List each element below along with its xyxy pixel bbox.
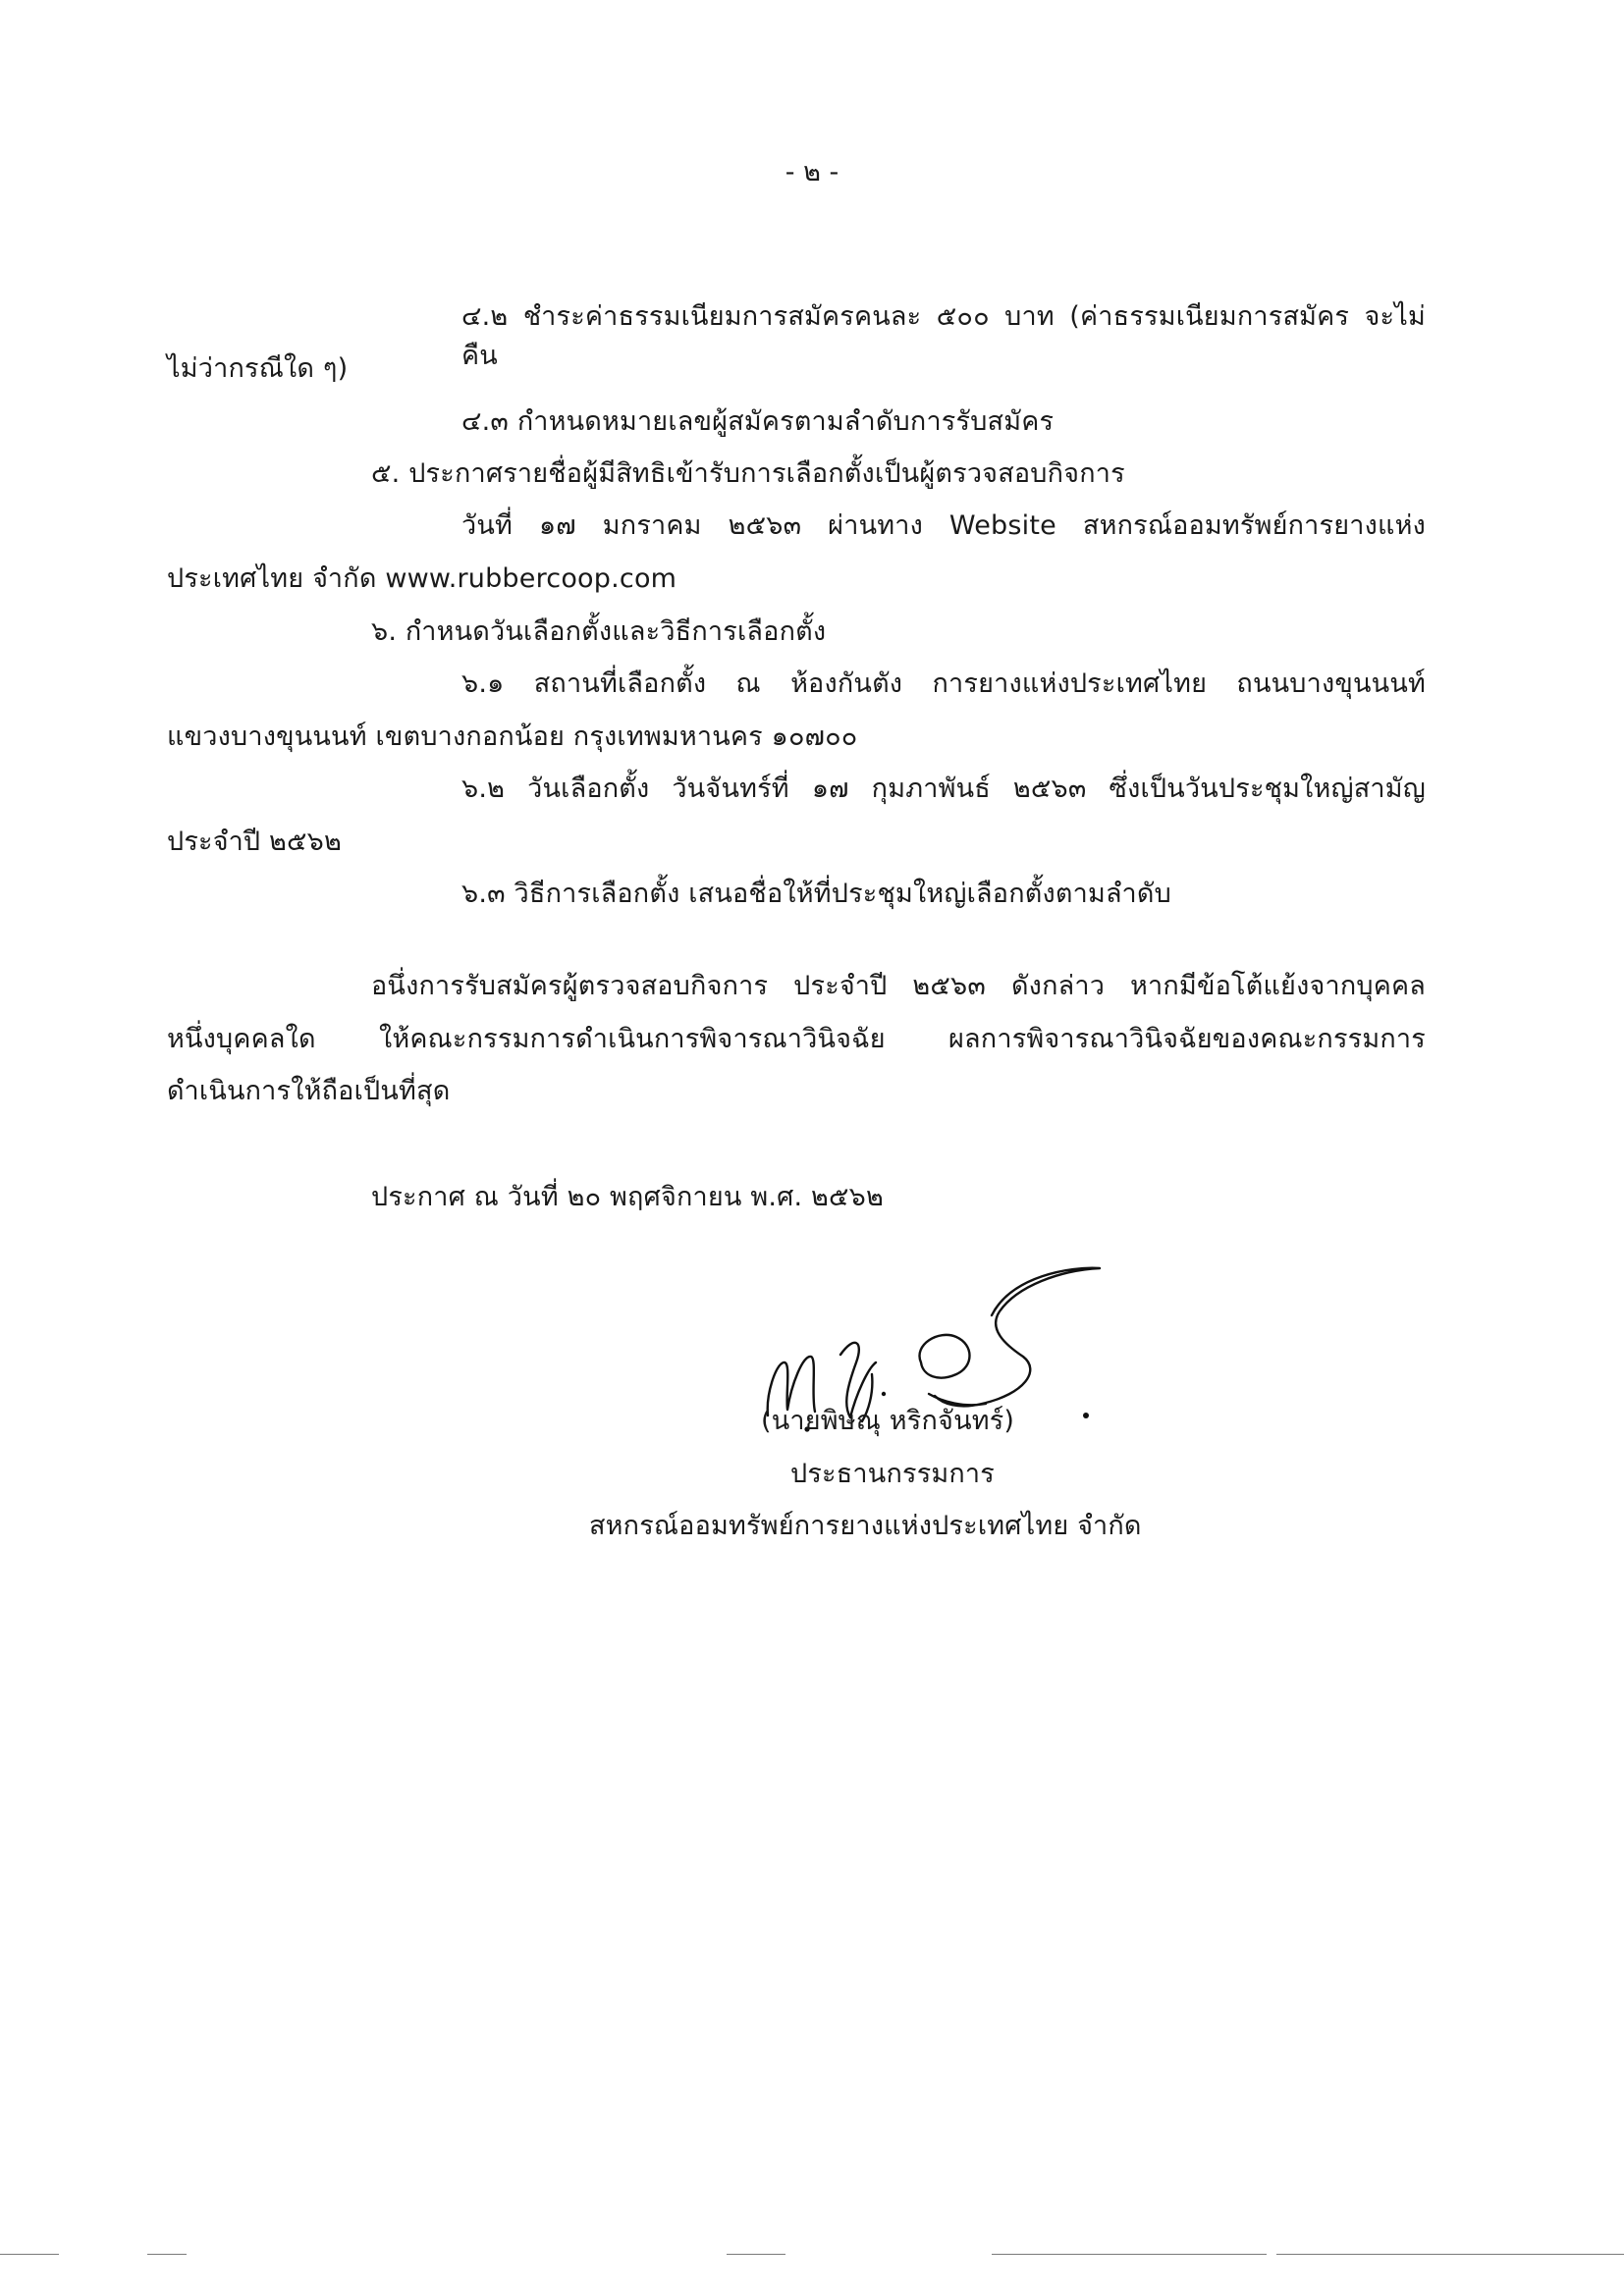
signatory-name: (นายพิษณุ หริกจันทร์) (761, 1406, 1015, 1436)
closing-line-2: หนึ่งบุคคลใด ให้คณะกรรมการดำเนินการพิจารณาวินิจฉัย ผลการพิจารณาวินิจฉัยของคณะกรรมการ (167, 1024, 1426, 1054)
scan-artifact (147, 2254, 187, 2255)
signatory-position: ประธานกรรมการ (790, 1459, 996, 1489)
item-6-1-line-1: ๖.๑ สถานที่เลือกตั้ง ณ ห้องกันตัง การยางแห่งประเทศไทย ถนนบางขุนนนท์ (461, 668, 1426, 699)
page-number: - ๒ - (785, 157, 839, 187)
item-5-heading: ๕. ประกาศรายชื่อผู้มีสิทธิเข้ารับการเลือกตั้งเป็นผู้ตรวจสอบกิจการ (371, 458, 1125, 489)
scan-artifact (0, 2254, 59, 2255)
item-6-2-line-1: ๖.๒ วันเลือกตั้ง วันจันทร์ที่ ๑๗ กุมภาพันธ์ ๒๕๖๓ ซึ่งเป็นวันประชุมใหญ่สามัญ (461, 774, 1426, 804)
scan-artifact (1276, 2254, 1624, 2255)
closing-line-1: อนึ่งการรับสมัครผู้ตรวจสอบกิจการ ประจำปี ๒๕๖๓ ดังกล่าว หากมีข้อโต้แย้งจากบุคคล (371, 971, 1426, 1001)
closing-line-3: ดำเนินการให้ถือเป็นที่สุด (167, 1076, 451, 1106)
item-6-2-line-2: ประจำปี ๒๕๖๒ (167, 827, 343, 857)
scan-artifact (727, 2254, 785, 2255)
announcement-date: ประกาศ ณ วันที่ ๒๐ พฤศจิกายน พ.ศ. ๒๕๖๒ (371, 1182, 884, 1212)
item-5-line-2: ประเทศไทย จำกัด www.rubbercoop.com (167, 563, 677, 594)
scan-artifact (992, 2254, 1267, 2255)
signatory-organization: สหกรณ์ออมทรัพย์การยางแห่งประเทศไทย จำกัด (589, 1511, 1142, 1541)
item-4-2-line-2: ไม่ว่ากรณีใด ๆ) (167, 353, 349, 384)
item-6-3: ๖.๓ วิธีการเลือกตั้ง เสนอชื่อให้ที่ประชุมใหญ่เลือกตั้งตามลำดับ (461, 879, 1171, 909)
item-4-3: ๔.๓ กำหนดหมายเลขผู้สมัครตามลำดับการรับสมัคร (461, 406, 1055, 437)
item-4-2-line-1: ๔.๒ ชำระค่าธรรมเนียมการสมัครคนละ ๕๐๐ บาท (ค่าธรรมเนียมการสมัคร จะไม่คืน (461, 301, 1426, 371)
item-6-heading: ๖. กำหนดวันเลือกตั้งและวิธีการเลือกตั้ง (371, 616, 827, 647)
item-6-1-line-2: แขวงบางขุนนนท์ เขตบางกอกน้อย กรุงเทพมหานคร ๑๐๗๐๐ (167, 721, 858, 752)
item-5-line-1: วันที่ ๑๗ มกราคม ๒๕๖๓ ผ่านทาง Website สหกรณ์ออมทรัพย์การยางแห่ง (461, 510, 1426, 541)
